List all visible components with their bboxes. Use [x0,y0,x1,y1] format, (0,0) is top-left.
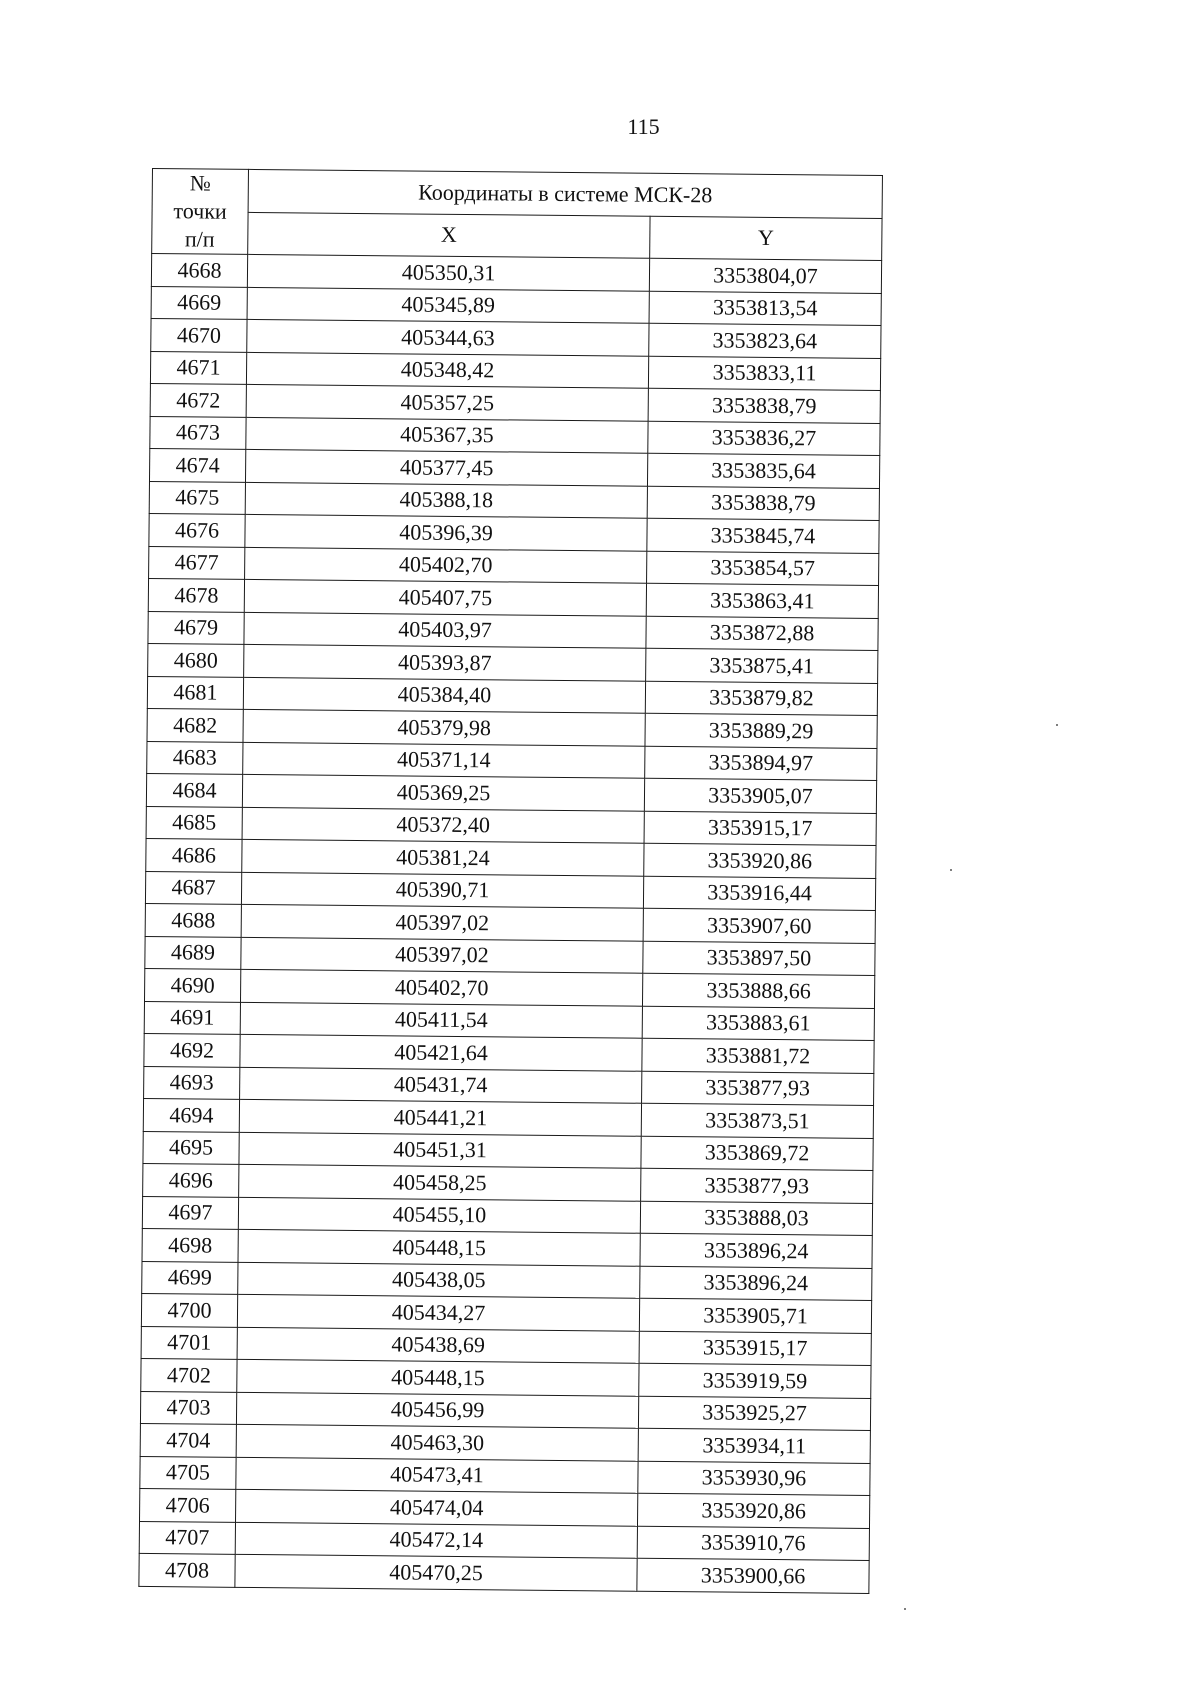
y-coordinate-cell: 3353930,96 [638,1461,870,1496]
x-coordinate-cell: 405448,15 [238,1229,640,1265]
y-coordinate-cell: 3353835,64 [647,453,879,488]
y-coordinate-cell: 3353845,74 [647,518,879,553]
table-row [139,1553,869,1593]
y-coordinate-cell: 3353869,72 [641,1136,873,1171]
point-number-cell: 4683 [147,741,243,774]
x-coordinate-cell: 405357,25 [246,384,648,420]
y-coordinate-cell: 3353916,44 [643,876,875,911]
x-coordinate-cell: 405371,14 [243,742,645,778]
x-coordinate-cell: 405393,87 [244,644,646,680]
x-coordinate-cell: 405470,25 [235,1554,637,1590]
x-coordinate-cell: 405472,14 [235,1522,637,1558]
y-coordinate-cell: 3353919,59 [639,1363,871,1398]
x-coordinate-cell: 405381,24 [242,839,644,875]
x-coordinate-cell: 405441,21 [239,1099,641,1135]
x-coordinate-cell: 405451,31 [239,1132,641,1168]
y-coordinate-cell: 3353854,57 [647,551,879,586]
point-number-cell: 4687 [145,871,241,904]
point-number-cell: 4692 [144,1033,240,1066]
x-coordinate-cell: 405411,54 [240,1002,642,1038]
page-number: 115 [627,114,660,139]
point-number-cell: 4708 [139,1553,235,1586]
point-number-cell: 4680 [148,643,244,676]
point-number-cell: 4677 [149,546,245,579]
x-coordinate-cell: 405367,35 [246,417,648,453]
point-number-cell: 4682 [147,708,243,741]
y-coordinate-cell: 3353813,54 [649,291,881,326]
x-coordinate-cell: 405458,25 [239,1164,641,1200]
x-coordinate-cell: 405390,71 [241,872,643,908]
y-coordinate-cell: 3353907,60 [643,908,875,943]
point-number-cell: 4686 [146,838,242,871]
y-coordinate-cell: 3353894,97 [645,746,877,781]
point-number-header-line-2: точки [173,198,227,224]
point-number-header-line-3: п/п [184,226,215,252]
y-coordinate-cell: 3353863,41 [646,583,878,618]
point-number-cell: 4690 [145,968,241,1001]
x-coordinate-cell: 405402,70 [240,969,642,1005]
scan-speck [950,869,952,871]
y-coordinate-cell: 3353879,82 [645,681,877,716]
x-coordinate-cell: 405473,41 [236,1457,638,1493]
x-coordinate-cell: 405350,31 [247,254,649,290]
x-coordinate-cell: 405455,10 [238,1197,640,1233]
point-number-cell: 4693 [144,1066,240,1099]
point-number-cell: 4670 [151,318,247,351]
point-number-cell: 4707 [139,1521,235,1554]
table-body [139,254,882,1593]
y-coordinate-cell: 3353925,27 [638,1396,870,1431]
point-number-cell: 4679 [148,611,244,644]
y-coordinate-cell: 3353905,07 [644,778,876,813]
point-number-cell: 4674 [149,448,245,481]
point-number-cell: 4706 [140,1488,236,1521]
x-coordinate-cell: 405348,42 [246,352,648,388]
x-coordinate-cell: 405403,97 [244,612,646,648]
x-coordinate-cell: 405344,63 [247,319,649,355]
y-coordinate-cell: 3353920,86 [637,1493,869,1528]
y-coordinate-cell: 3353900,66 [637,1558,869,1593]
point-number-cell: 4704 [140,1423,236,1456]
y-coordinate-cell: 3353905,71 [639,1298,871,1333]
point-number-cell: 4668 [151,254,247,287]
x-coordinate-cell: 405438,69 [237,1327,639,1363]
y-coordinate-cell: 3353838,79 [647,486,879,521]
point-number-header [152,169,249,255]
x-coordinate-cell: 405463,30 [236,1424,638,1460]
y-coordinate-cell: 3353875,41 [646,648,878,683]
x-coordinate-cell: 405397,02 [241,937,643,973]
x-coordinate-cell: 405345,89 [247,287,649,323]
y-coordinate-cell: 3353833,11 [648,356,880,391]
y-coordinate-cell: 3353915,17 [644,811,876,846]
x-coordinate-cell: 405388,18 [245,482,647,518]
point-number-cell: 4669 [151,286,247,319]
y-coordinate-cell: 3353883,61 [642,1006,874,1041]
y-coordinate-cell: 3353889,29 [645,713,877,748]
y-coordinate-cell: 3353934,11 [638,1428,870,1463]
point-number-cell: 4673 [150,416,246,449]
point-number-cell: 4688 [145,903,241,936]
x-coordinate-cell: 405402,70 [245,547,647,583]
point-number-cell: 4671 [150,351,246,384]
y-coordinate-cell: 3353896,24 [640,1233,872,1268]
y-coordinate-cell: 3353910,76 [637,1526,869,1561]
point-number-cell: 4705 [140,1456,236,1489]
point-number-cell: 4678 [148,578,244,611]
point-number-cell: 4689 [145,936,241,969]
y-coordinate-cell: 3353873,51 [641,1103,873,1138]
x-coordinate-cell: 405369,25 [242,774,644,810]
scan-speck [1056,724,1058,726]
x-coordinate-cell: 405474,04 [236,1489,638,1525]
x-coordinate-cell: 405396,39 [245,514,647,550]
point-number-cell: 4695 [143,1131,239,1164]
point-number-cell: 4684 [146,773,242,806]
point-number-cell: 4681 [147,676,243,709]
x-coordinate-cell: 405384,40 [243,677,645,713]
point-number-cell: 4691 [144,1001,240,1034]
x-coordinate-cell: 405434,27 [237,1294,639,1330]
y-column-header: Y [650,216,882,261]
point-number-cell: 4675 [149,481,245,514]
point-number-cell: 4703 [140,1391,236,1424]
scan-speck [904,1608,906,1610]
x-coordinate-cell: 405448,15 [237,1359,639,1395]
y-coordinate-cell: 3353897,50 [643,941,875,976]
point-number-cell: 4685 [146,806,242,839]
point-number-cell: 4701 [141,1326,237,1359]
x-coordinate-cell: 405379,98 [243,709,645,745]
point-number-cell: 4697 [142,1196,238,1229]
x-column-header: X [248,212,650,258]
x-coordinate-cell: 405438,05 [238,1262,640,1298]
point-number-cell: 4702 [141,1358,237,1391]
point-number-cell: 4694 [143,1098,239,1131]
y-coordinate-cell: 3353838,79 [648,388,880,423]
y-coordinate-cell: 3353836,27 [648,421,880,456]
x-coordinate-cell: 405407,75 [244,579,646,615]
point-number-cell: 4672 [150,383,246,416]
y-coordinate-cell: 3353881,72 [642,1038,874,1073]
point-number-header-line-1: № [189,170,211,196]
point-number-cell: 4698 [142,1228,238,1261]
point-number-cell: 4676 [149,513,245,546]
x-coordinate-cell: 405372,40 [242,807,644,843]
point-number-cell: 4699 [142,1261,238,1294]
x-coordinate-cell: 405431,74 [240,1067,642,1103]
y-coordinate-cell: 3353823,64 [649,323,881,358]
y-coordinate-cell: 3353920,86 [644,843,876,878]
x-coordinate-cell: 405421,64 [240,1034,642,1070]
coordinates-table [138,168,883,1593]
x-coordinate-cell: 405397,02 [241,904,643,940]
point-number-cell: 4696 [143,1163,239,1196]
coordinates-group-header: Координаты в системе МСК-28 [248,169,882,218]
x-coordinate-cell: 405377,45 [245,449,647,485]
point-number-cell: 4700 [141,1293,237,1326]
y-coordinate-cell: 3353877,93 [642,1071,874,1106]
table-header [152,169,883,261]
y-coordinate-cell: 3353888,66 [642,973,874,1008]
y-coordinate-cell: 3353915,17 [639,1331,871,1366]
y-coordinate-cell: 3353872,88 [646,616,878,651]
y-coordinate-cell: 3353804,07 [649,258,881,293]
y-coordinate-cell: 3353877,93 [641,1168,873,1203]
y-coordinate-cell: 3353896,24 [640,1266,872,1301]
y-coordinate-cell: 3353888,03 [640,1201,872,1236]
x-coordinate-cell: 405456,99 [236,1392,638,1428]
